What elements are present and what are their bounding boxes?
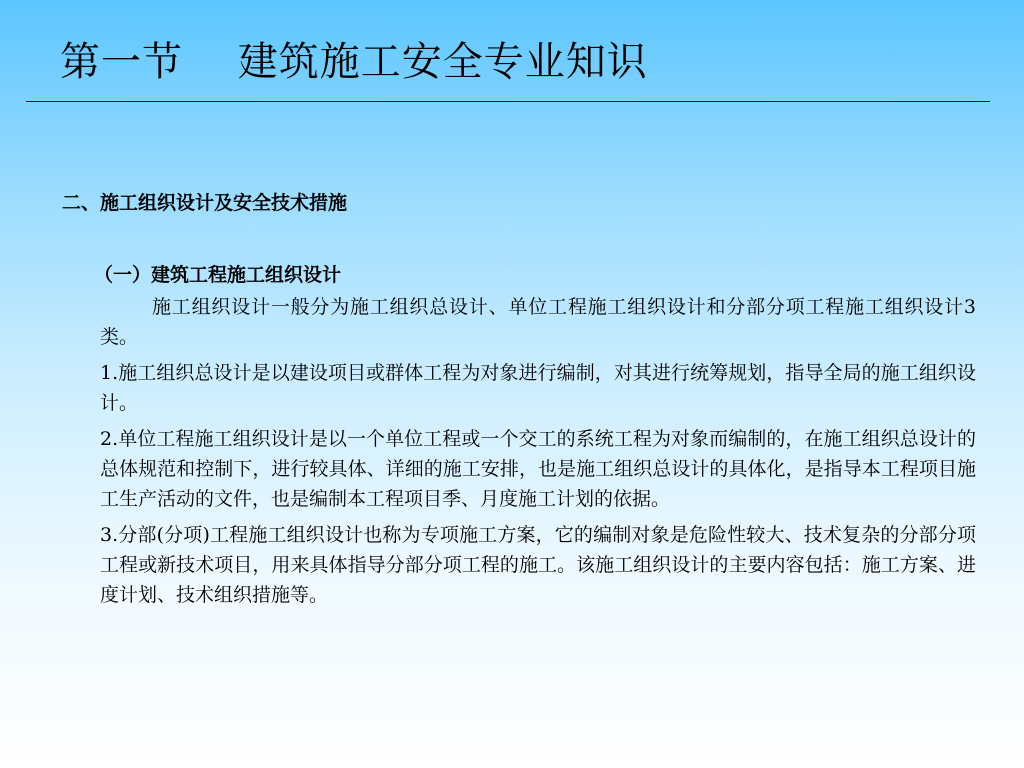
section-heading: 二、施工组织设计及安全技术措施 [62, 192, 348, 214]
title-divider [26, 101, 990, 102]
paragraph-intro: 施工组织设计一般分为施工组织总设计、单位工程施工组织设计和分部分项工程施工组织设计3类。 [100, 296, 976, 348]
slide-title: 第一节 建筑施工安全专业知识 [60, 39, 648, 85]
subheading: （一）建筑工程施工组织设计 [94, 264, 342, 286]
paragraph-item-2: 2.单位工程施工组织设计是以一个单位工程或一个交工的系统工程为对象而编制的，在施工组织总设计的总体规范和控制下，进行较具体、详细的施工安排，也是施工组织总设计的具体化，是指导本工程项目施工生产活动的文件，也是编制本工程项目季、月度施工计划的依据。 [100, 428, 976, 510]
content-body [94, 260, 976, 616]
paragraph-item-1: 1.施工组织总设计是以建设项目或群体工程为对象进行编制，对其进行统筹规划，指导全局的施工组织设计。 [100, 362, 976, 414]
paragraph-item-3: 3.分部(分项)工程施工组织设计也称为专项施工方案，它的编制对象是危险性较大、技术复杂的分部分项工程或新技术项目，用来具体指导分部分项工程的施工。该施工组织设计的主要内容包括：施工方案、进度计划、技术组织措施等。 [100, 524, 976, 606]
